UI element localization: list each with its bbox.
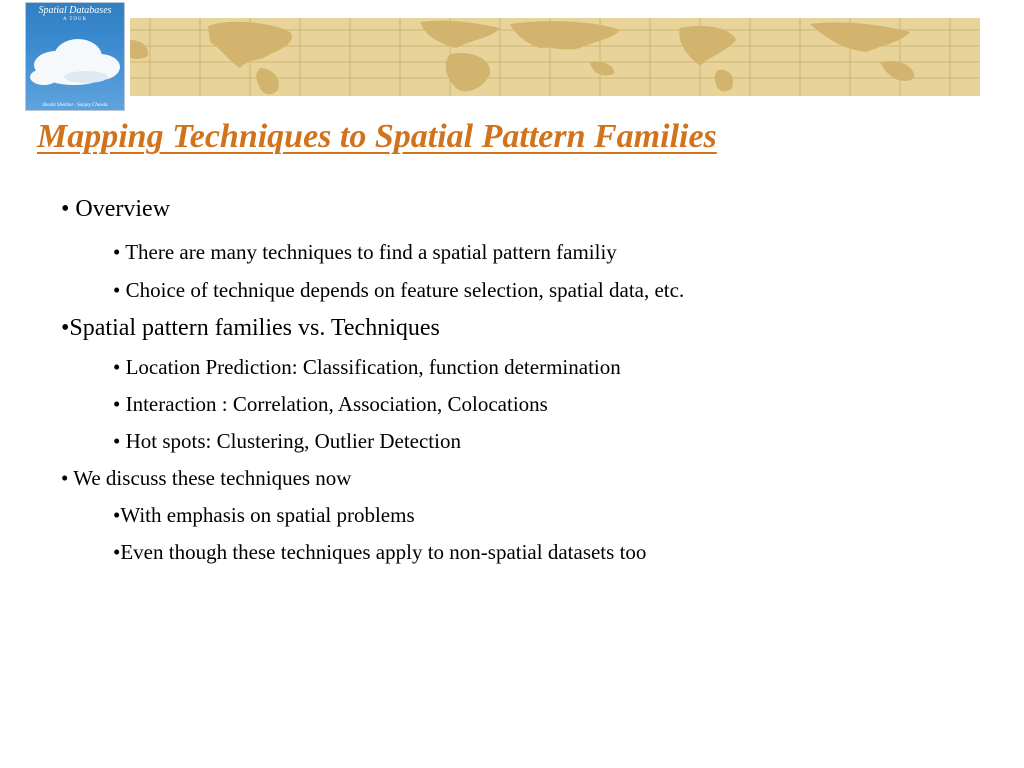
logo-subtitle: A TOUR: [62, 17, 87, 22]
logo-title: Spatial Databases: [38, 5, 112, 16]
bullet-families-vs-techniques: •Spatial pattern families vs. Techniques: [61, 315, 440, 341]
book-cover-logo: [25, 2, 125, 111]
cloud-icon: [26, 31, 124, 101]
logo-authors: Shashi Shekhar · Sanjay Chawla: [42, 103, 108, 108]
bullet-overview: • Overview: [61, 196, 171, 222]
bullet-choice-of-technique: • Choice of technique depends on feature selection, spatial data, etc.: [113, 278, 685, 302]
bullet-we-discuss: • We discuss these techniques now: [61, 466, 352, 490]
bullet-interaction: • Interaction : Correlation, Association, Colocations: [113, 392, 548, 416]
bullet-non-spatial: •Even though these techniques apply to non-spatial datasets too: [113, 540, 647, 564]
slide-title: Mapping Techniques to Spatial Pattern Families: [37, 118, 717, 155]
bullet-location-prediction: • Location Prediction: Classification, function determination: [113, 355, 621, 379]
header-banner: [120, 18, 980, 96]
bullet-emphasis: •With emphasis on spatial problems: [113, 503, 415, 527]
world-map-icon: [120, 18, 980, 96]
bullet-many-techniques: • There are many techniques to find a spatial pattern familiy: [113, 240, 617, 264]
bullet-hot-spots: • Hot spots: Clustering, Outlier Detection: [113, 429, 461, 453]
